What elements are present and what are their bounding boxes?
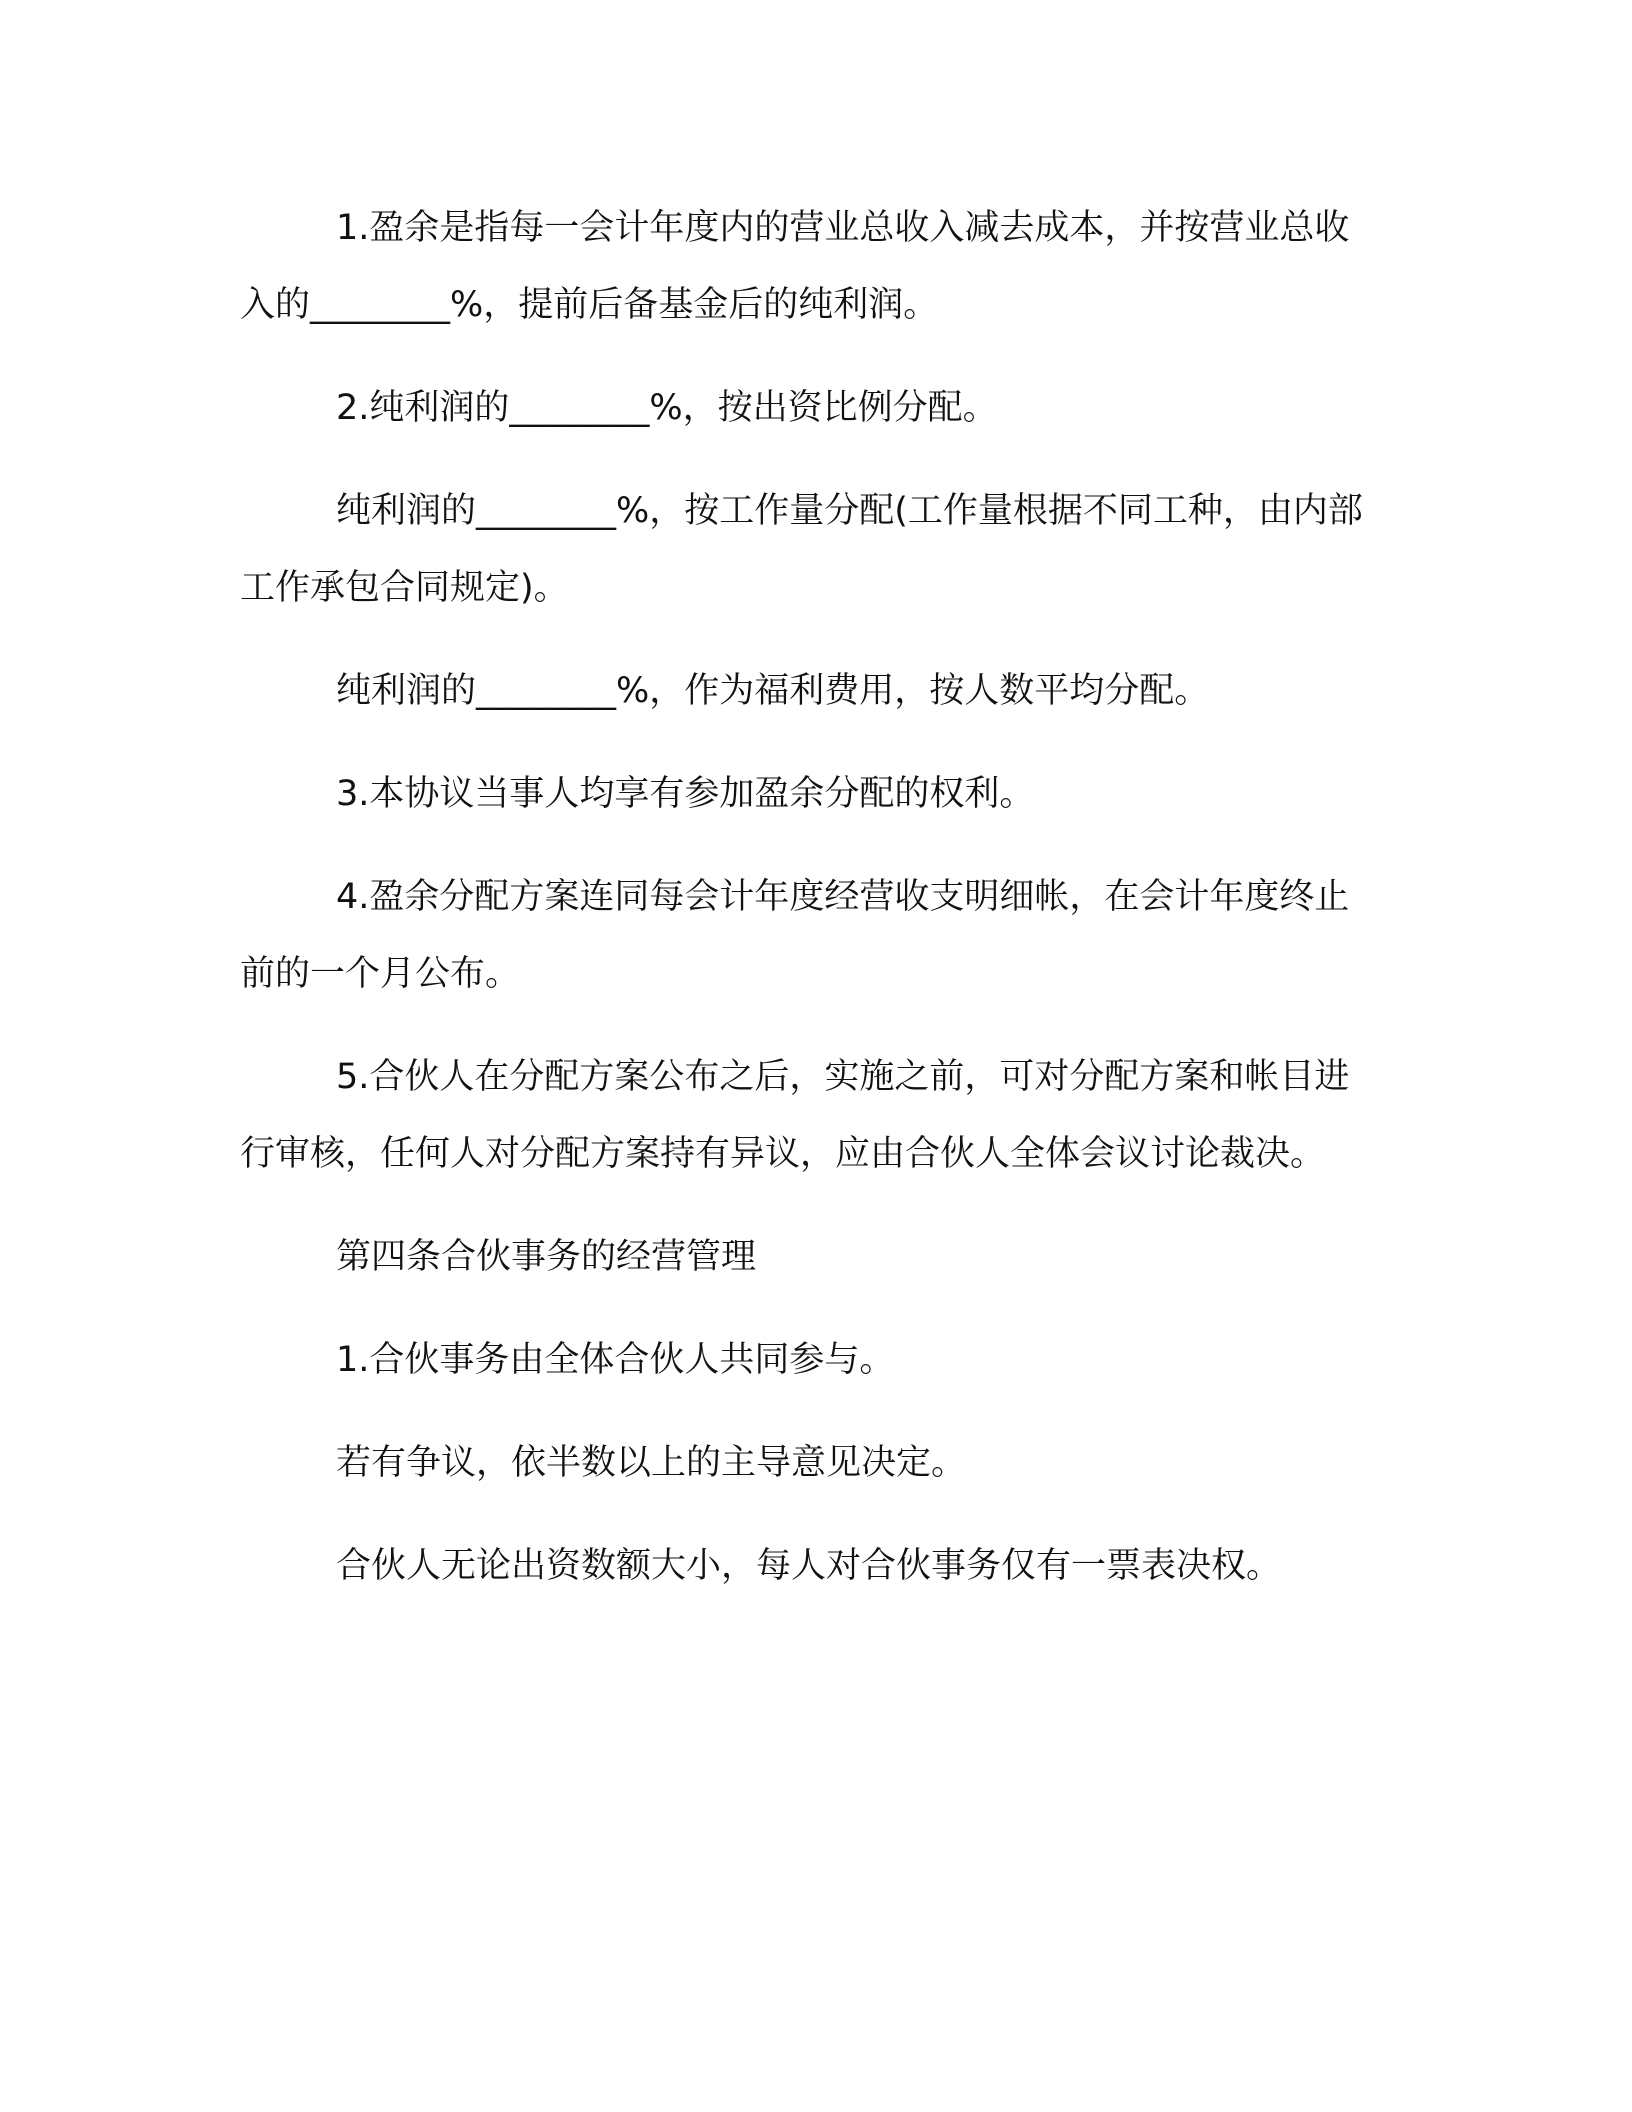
paragraph-workload-distribution: 纯利润的________%，按工作量分配(工作量根据不同工种，由内部工作承包合同规定)。 bbox=[240, 491, 1363, 608]
paragraph-welfare-distribution: 纯利润的________%，作为福利费用，按人数平均分配。 bbox=[336, 671, 1210, 711]
paragraph-right-to-surplus: 3.本协议当事人均享有参加盈余分配的权利。 bbox=[336, 774, 1035, 814]
paragraph-review-and-objection: 5.合伙人在分配方案公布之后，实施之前，可对分配方案和帐目进行审核，任何人对分配方案持有异议，应由合伙人全体会议讨论裁决。 bbox=[240, 1057, 1350, 1174]
paragraph-surplus-definition: 1.盈余是指每一会计年度内的营业总收入减去成本，并按营业总收入的________%，提前后备基金后的纯利润。 bbox=[240, 208, 1350, 325]
paragraph-joint-participation: 1.合伙事务由全体合伙人共同参与。 bbox=[336, 1340, 895, 1380]
paragraph-dispute-resolution: 若有争议，依半数以上的主导意见决定。 bbox=[336, 1443, 967, 1483]
document-body bbox=[240, 190, 1365, 1631]
paragraph-capital-ratio-distribution: 2.纯利润的________%，按出资比例分配。 bbox=[336, 388, 998, 428]
section-heading-article-four: 第四条合伙事务的经营管理 bbox=[336, 1237, 757, 1277]
paragraph-one-vote-rule: 合伙人无论出资数额大小，每人对合伙事务仅有一票表决权。 bbox=[336, 1546, 1282, 1586]
paragraph-plan-publication: 4.盈余分配方案连同每会计年度经营收支明细帐，在会计年度终止前的一个月公布。 bbox=[240, 877, 1350, 994]
